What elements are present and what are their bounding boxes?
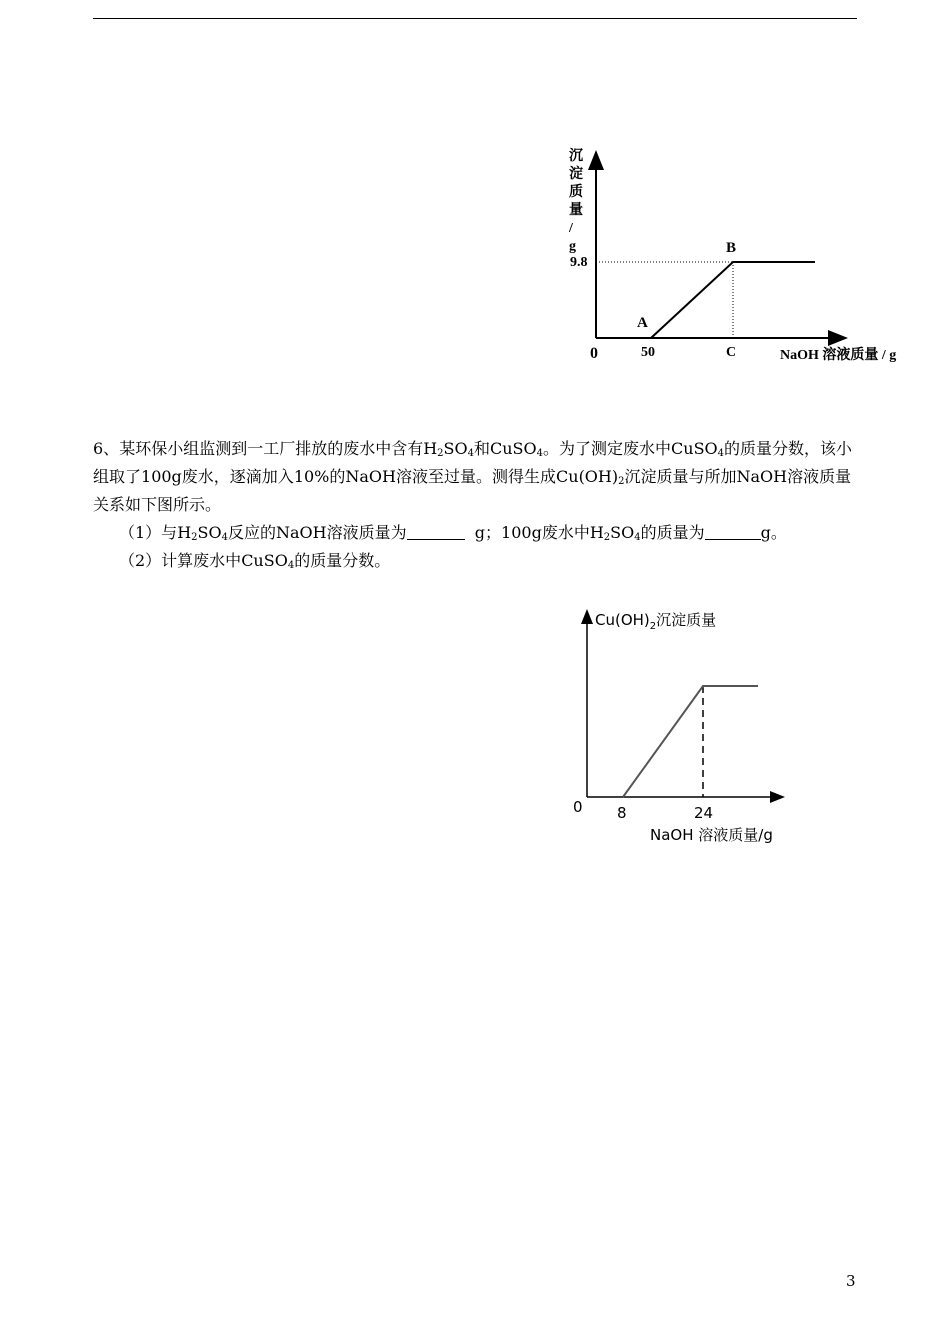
chart2-y-label: $Cu(OH)_2$沉淀质量 [595,611,717,632]
chart2-origin: 0 [573,798,583,816]
chart2-x-tick-8: 8 [617,804,627,822]
chart1-svg [548,140,938,375]
chart1-y-label-char: 淀 [569,167,583,182]
chart1-y-label [568,148,583,254]
page-number: 3 [846,1272,856,1290]
sub-question-1: （1）与$H_2SO_4$反应的NaOH溶液质量为 g；100g废水中$H_2SO_4$的质量为 g。 [119,523,787,543]
chart1-y-label-char: 量 [569,203,583,218]
chart2-x-tick-24: 24 [694,804,714,822]
chart1-point-a: A [637,315,648,331]
question-6 [93,435,863,575]
answer-blank-2[interactable] [705,523,761,540]
question-stem: 6、某环保小组监测到一工厂排放的废水中含有$H_2SO_4$和CuSO$_4$。为了测定废水中CuSO$_4$的质量分数，该小组取了100g废水，逐滴加入10%的NaOH溶液至过量。测得生成$Cu(OH)_2$沉淀质量与所加NaOH溶液质量关系如下图所示。 [93,439,853,514]
chart1-y-label-char: 质 [569,185,583,200]
chart1-origin: 0 [590,345,598,362]
chart-precipitate-mass-1 [548,140,938,375]
chart1-y-label-char: / [569,221,573,236]
chart-cuoh2-precipitate [560,600,800,855]
chart1-y-label-char: 沉 [569,149,583,164]
header-rule [93,18,857,19]
answer-blank-1[interactable] [407,523,465,540]
chart2-svg [560,600,800,855]
chart2-series-line [623,686,758,797]
sub-question-2: （2）计算废水中CuSO$_4$的质量分数。 [119,551,391,571]
chart1-x-tick-50: 50 [641,345,655,360]
chart2-x-label: NaOH 溶液质量/g [650,826,773,844]
chart1-y-label-char: g [569,239,576,254]
chart1-y-tick: 9.8 [570,255,588,270]
chart1-series-line [651,262,815,338]
chart1-x-tick-c: C [726,345,737,360]
chart1-x-label: NaOH 溶液质量 / g [780,348,897,363]
chart1-point-b: B [726,240,737,256]
